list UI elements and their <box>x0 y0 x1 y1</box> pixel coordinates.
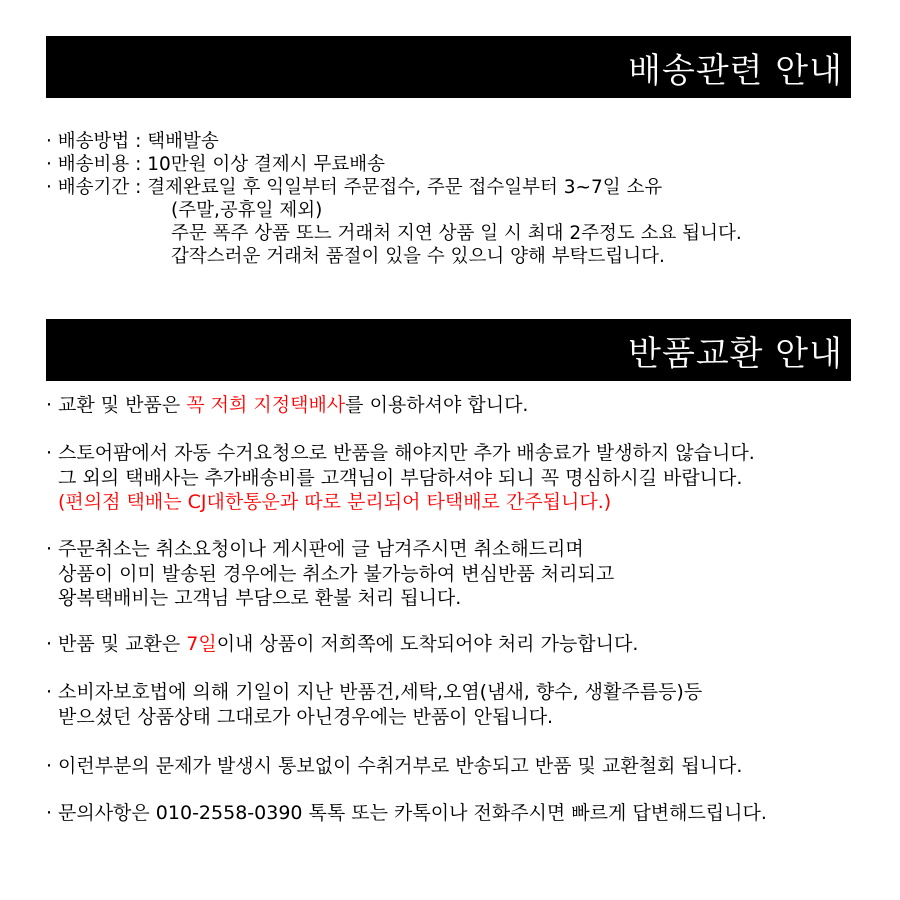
returns-p1-after: 를 이용하셔야 합니다. <box>345 394 529 416</box>
returns-paragraph-4 <box>46 632 886 657</box>
returns-paragraph-2 <box>46 441 886 515</box>
returns-p4-before: 반품 및 교환은 <box>58 633 187 655</box>
returns-line <box>46 393 886 418</box>
returns-line <box>46 537 886 562</box>
returns-p4-highlight: 7일 <box>186 633 217 655</box>
shipping-cost-label: · 배송비용 : <box>46 154 142 175</box>
returns-paragraph-6 <box>46 754 886 779</box>
shipping-cost-value: 10만원 이상 결제시 무료배송 <box>147 154 386 175</box>
returns-line-highlight: (편의점 택배는 CJ대한통운과 따로 분리되어 타택배로 간주됩니다.) <box>58 491 612 513</box>
returns-line <box>46 680 886 705</box>
shipping-cost-row <box>46 153 876 176</box>
returns-line: 왕복택배비는 고객님 부담으로 환불 처리 됩니다. <box>58 587 462 609</box>
returns-p1-before: 교환 및 반품은 <box>58 394 187 416</box>
bullet: · <box>46 802 53 824</box>
returns-line: 받으셨던 상품상태 그대로가 아닌경우에는 반품이 안됩니다. <box>58 705 554 728</box>
returns-line <box>46 801 886 826</box>
shipping-period-note: 갑작스러운 거래처 품절이 있을 수 있으니 양해 부탁드립니다. <box>171 246 665 267</box>
bullet: · <box>46 538 53 560</box>
shipping-method-value: 택배발송 <box>147 131 219 152</box>
bullet: · <box>46 442 53 464</box>
shipping-info <box>46 130 876 268</box>
bullet: · <box>46 681 53 703</box>
returns-line: 그 외의 택배사는 추가배송비를 고객님이 부담하셔야 되니 꼭 명심하시길 바랍니다. <box>58 466 743 489</box>
shipping-method-row <box>46 130 876 153</box>
returns-paragraph-1 <box>46 393 886 418</box>
shipping-title-banner <box>46 36 851 98</box>
returns-paragraph-7 <box>46 801 886 826</box>
returns-line <box>46 441 886 466</box>
shipping-period-note: (주말,공휴일 제외) <box>171 200 323 221</box>
returns-line: 상품이 이미 발송된 경우에는 취소가 불가능하여 변심반품 처리되고 <box>58 562 615 585</box>
bullet: · <box>46 633 53 655</box>
bullet: · <box>46 394 53 416</box>
returns-p1-highlight: 꼭 저희 지정택배사 <box>186 394 346 416</box>
returns-line <box>46 632 886 657</box>
returns-p7: 문의사항은 010-2558-0390 톡톡 또는 카톡이나 전화주시면 빠르게 답변해드립니다. <box>58 802 767 824</box>
returns-p2-line1: 스토어팜에서 자동 수거요청으로 반품을 해야지만 추가 배송료가 발생하지 않습니다. <box>58 442 755 464</box>
returns-title: 반품교환 안내 <box>628 333 843 374</box>
returns-paragraph-3 <box>46 537 886 611</box>
shipping-period-row <box>46 176 876 199</box>
shipping-period-note: 주문 폭주 상품 또느 거래처 지연 상품 일 시 최대 2주정도 소요 됩니다. <box>171 223 742 244</box>
returns-paragraph-5 <box>46 680 886 729</box>
returns-p5-line1: 소비자보호법에 의해 기일이 지난 반품건,세탁,오염(냄새, 향수, 생활주름등)등 <box>58 681 703 703</box>
shipping-title: 배송관련 안내 <box>628 50 843 91</box>
returns-p3-line1: 주문취소는 취소요청이나 게시판에 글 남겨주시면 취소해드리며 <box>58 538 584 560</box>
returns-p6: 이런부분의 문제가 발생시 통보없이 수취거부로 반송되고 반품 및 교환철회 됩니다. <box>58 755 743 777</box>
shipping-method-label: · 배송방법 : <box>46 131 142 152</box>
returns-p4-after: 이내 상품이 저희쪽에 도착되어야 처리 가능합니다. <box>216 633 639 655</box>
bullet: · <box>46 755 53 777</box>
returns-title-banner <box>46 319 851 381</box>
returns-line <box>46 754 886 779</box>
shipping-period-label: · 배송기간 : <box>46 177 142 198</box>
shipping-period-value: 결제완료일 후 익일부터 주문접수, 주문 접수일부터 3~7일 소유 <box>147 177 663 198</box>
